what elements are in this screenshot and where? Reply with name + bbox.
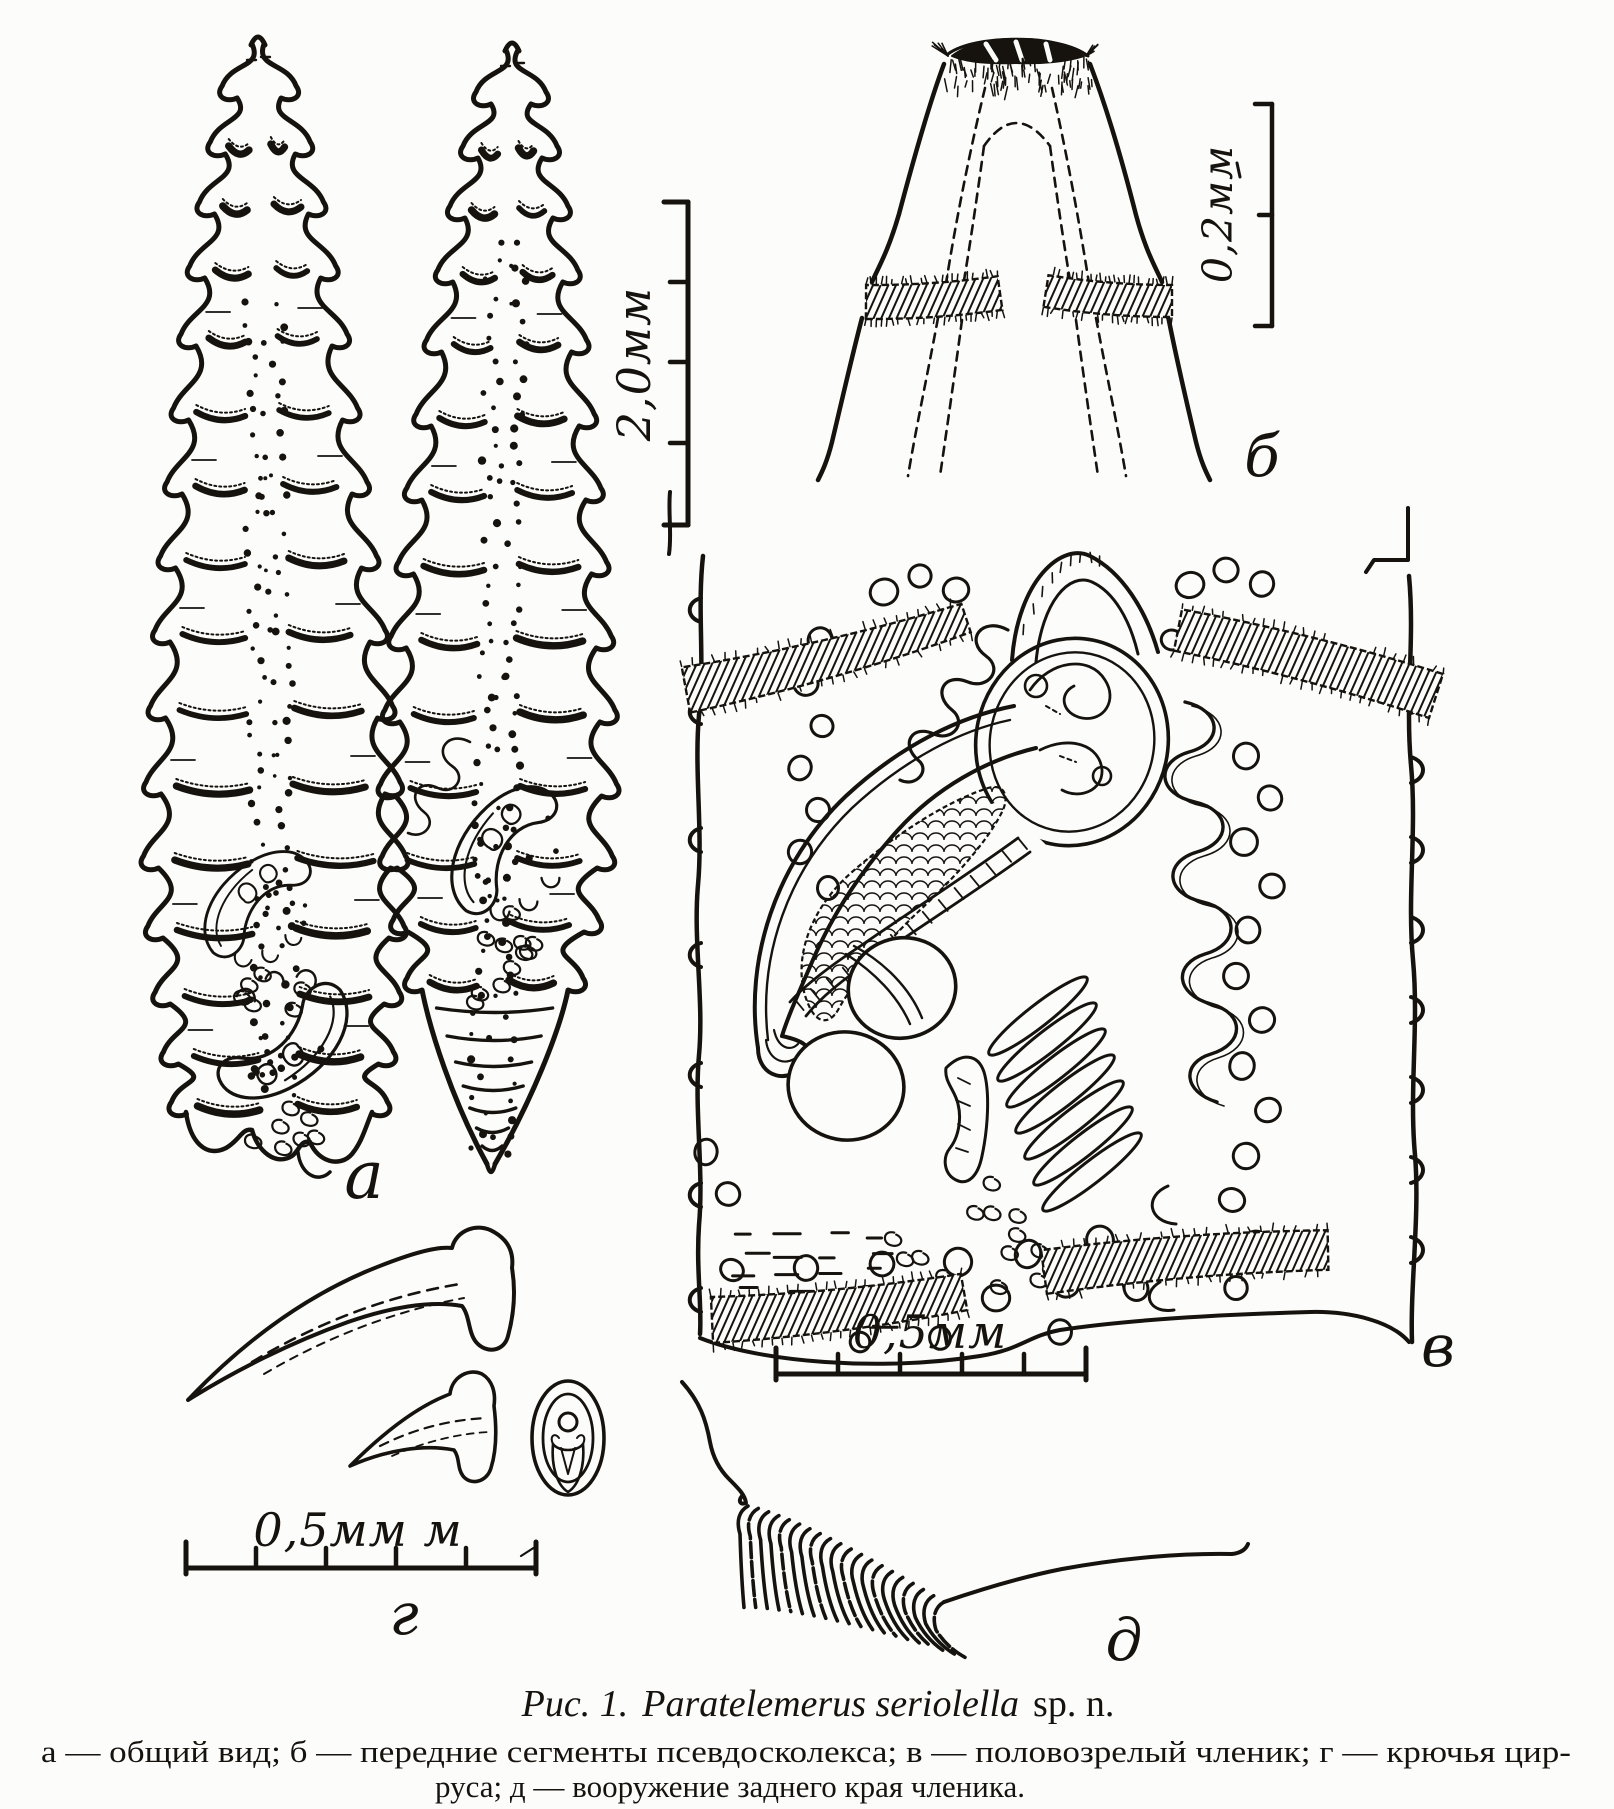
legend-line-1: а — общий вид; б — передние сегменты псевдосколекса; в — половозрелый членик; г — крючья цир- — [41, 1734, 1571, 1769]
scale-label-05mm-proglottid: 0,5мм — [852, 1305, 1008, 1359]
panel-label-g: г — [389, 1580, 419, 1648]
scale-label-05mm-hooks: 0,5мм м — [253, 1503, 463, 1557]
panel-label-a: а — [344, 1137, 384, 1214]
panel-label-d: д — [1105, 1606, 1143, 1674]
legend-line-2: руса; д — вооружение заднего края членика. — [435, 1769, 1025, 1804]
scale-label-2mm: 2,0мм — [607, 286, 661, 442]
panel-label-v: в — [1421, 1312, 1455, 1380]
panel-label-b: б — [1244, 422, 1280, 490]
figure-caption: Рис. 1. Paratelemerus seriolella sp. n. — [521, 1683, 1115, 1725]
scale-label-02mm: 0,2мм — [1194, 144, 1242, 284]
